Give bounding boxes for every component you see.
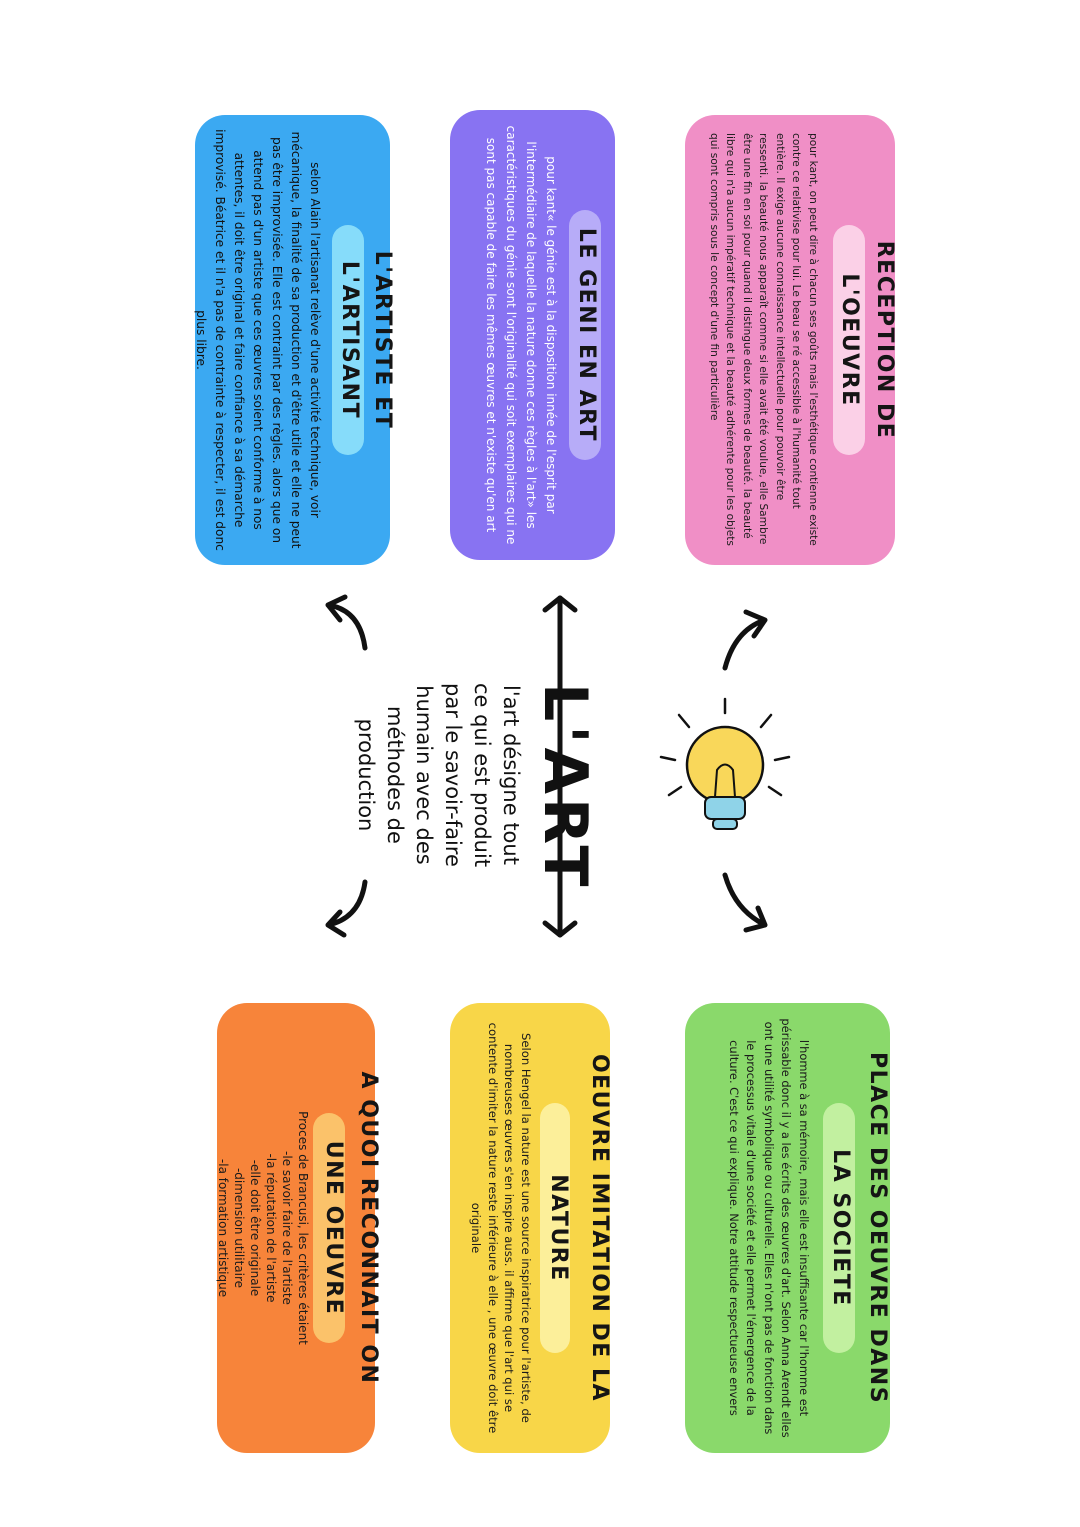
- reconnait-item: -elle doit être originale: [248, 1159, 262, 1297]
- imitation-title-line1: OEUVRE IMITATION DE LA: [587, 1053, 612, 1403]
- reconnait-item: -le savoir faire de l'artiste: [280, 1151, 294, 1305]
- imitation-title: [546, 1003, 612, 1453]
- center-title: L'ART: [530, 683, 600, 891]
- reconnait-body: [215, 1017, 311, 1439]
- arrow-top-left: [725, 612, 765, 668]
- imitation-body: Selon Hengel la nature est une source inspiratrice pour l'artiste, de nombreuses œuvres s'en inspire auss. il affirme que l'art qui se contente d'imiter la nature reste inférieure à elle , une œuvre doit être originale: [469, 1022, 533, 1434]
- arrow-bottom-right: [328, 882, 365, 935]
- arrow-bottom-left: [328, 597, 365, 648]
- artiste-body: selon Alain l'artisanat relève d'une activité technique, voir mécanique, la finalité de sa production et d'être utile et elle ne peut pas être improvisée. Elle est contraint par des règles. alors que on attend pas d'un artiste que ces œuvres soient conforme à nos attentes, il doit être original et faire confiance à sa démarche improvisé. Béatrice et il n'a pas de contrainte à respecter, il est donc plus libre.: [194, 129, 322, 551]
- card-reception: [685, 115, 895, 565]
- place-title-line2: LA SOCIETE: [828, 1149, 853, 1307]
- place-title: [828, 1003, 890, 1453]
- reception-title-line1: RECEPTION DE: [872, 240, 897, 440]
- reception-title-line2: L'OEUVRE: [837, 273, 862, 407]
- center-description: l'art désigne tout ce qui est produit par le savoir-faire humain avec des méthodes de production: [354, 682, 523, 868]
- reception-title: [837, 115, 897, 565]
- genie-title: LE GENI EN ART: [574, 227, 599, 443]
- reconnait-title: [321, 1003, 381, 1453]
- genie-body: pour kant« le génie est à la disposition innée de l'esprit par l'intermédiaire de laquelle la nature donne ces règles à l'art» les caractéristiques du génie sont l'originalité qui soit exemplaires qui ne sont pas capable de faire les mêmes œuvres et n'existe qu'en art: [484, 125, 558, 545]
- lightbulb-icon: [661, 699, 789, 829]
- reconnait-intro: Proces de Brancusi, les critères étaient: [296, 1111, 310, 1345]
- card-imitation: [450, 1003, 610, 1453]
- place-body: l'homme à sa mémoire, mais elle est insuffisante car l'homme est périssable donc il y a les écrits des œuvres d'art. Selon Anna Arendt elles ont une utilité symbolique ou culturelle. Elles n'ont pas de fonction dans le processus vitale d'une société et elle permet l'émergence de la culture. C'est ce qui explique. Notre attitude respectueuse envers: [727, 1018, 811, 1438]
- reconnait-item: -la formation artistique: [216, 1158, 230, 1298]
- reconnait-title-line1: A QUOI RECONNAIT ON: [356, 1071, 381, 1385]
- artiste-title-line1: L'ARTISTE ET: [370, 250, 395, 430]
- reconnait-item: -la réputation de l'artiste: [264, 1153, 278, 1303]
- card-reconnait: [216, 1003, 381, 1453]
- artiste-title-line2: L'ARTISANT: [337, 260, 362, 420]
- reception-body: pour kant, on peut dire à chacun ses goûts mais l'esthétique contienne existe contre ce relativise pour lui. Le beau se ré accessible à l'humanité tout entière. Il exige aucune connaissance intellectuelle pour pouvoir être ressenti. la beauté nous apparaît comme si elle avait été voulue, elle Sambre être une fin en soi pour quand il distingue deux formes de beauté. la beauté libre qui n'a aucun impératif technique et la beauté adhérente pour les objets qui sont compris sous le concept d'une fin particulière: [708, 133, 819, 546]
- arrow-top-right: [725, 875, 765, 930]
- place-title-line1: PLACE DES OEUVRE DANS: [865, 1051, 890, 1405]
- imitation-title-line2: NATURE: [546, 1174, 571, 1282]
- card-artiste: [194, 115, 395, 565]
- artiste-title: [337, 115, 395, 565]
- card-genie: [450, 110, 615, 560]
- card-place: [685, 1003, 890, 1453]
- reconnait-item: -dimension utilitaire: [232, 1167, 246, 1289]
- reconnait-title-line2: UNE OEUVRE: [321, 1140, 346, 1316]
